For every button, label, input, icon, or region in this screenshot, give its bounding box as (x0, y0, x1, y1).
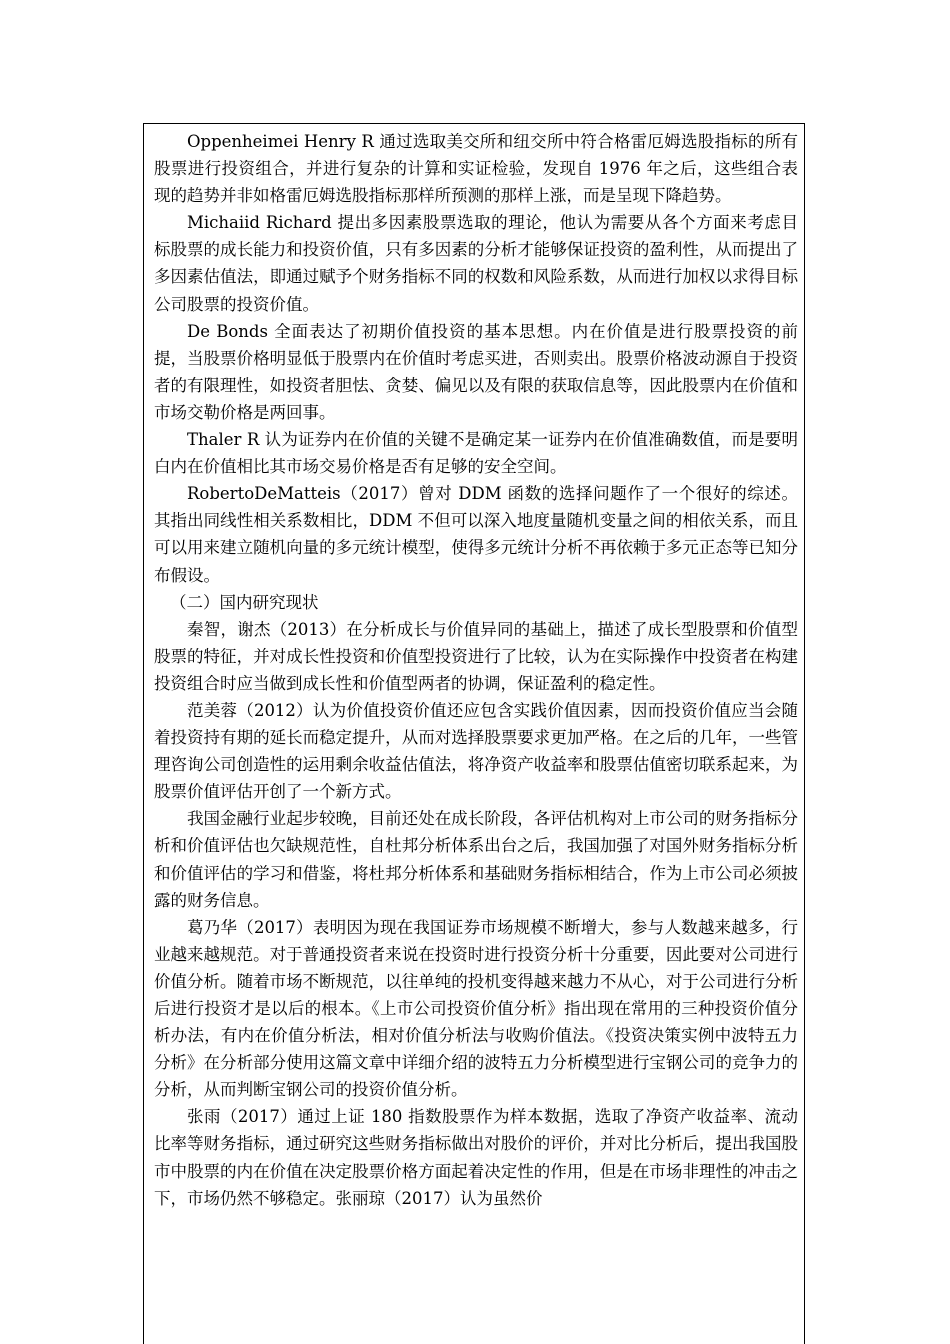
paragraph-thaler: Thaler R 认为证券内在价值的关键不是确定某一证券内在价值准确数值，而是要明白内在价值相比其市场交易价格是否有足够的安全空间。 (154, 430, 798, 477)
paragraph-ge: 葛乃华（2017）表明因为现在我国证券市场规模不断增大，参与人数越来越多，行业越来越规范。对于普通投资者来说在投资时进行投资分析十分重要，因此要对公司进行价值分析。随着市场不断规范，以往单纯的投机变得越来越力不从心，对于公司进行分析后进行投资才是以后的根本。《上市公司投资价值分析》指出现在常用的三种投资价值分析办法，有内在价值分析法，相对价值分析法与收购价值法。《投资决策实例中波特五力分析》在分析部分使用这篇文章中详细介绍的波特五力分析模型进行宝钢公司的竞争力的分析，从而判断宝钢公司的投资价值分析。 (154, 917, 798, 1100)
document-body (154, 128, 798, 1212)
paragraph-oppenheimei: Oppenheimei Henry R 通过选取美交所和纽交所中符合格雷厄姆选股指标的所有股票进行投资组合，并进行复杂的计算和实证检验，发现自 1976 年之后，这些组合表现的趋势并非如格雷厄姆选股指标那样所预测的那样上涨，而是呈现下降趋势。 (154, 132, 798, 206)
paragraph-qin-xie: 秦智，谢杰（2013）在分析成长与价值异同的基础上，描述了成长型股票和价值型股票的特征，并对成长性投资和价值型投资进行了比较，认为在实际操作中投资者在构建投资组合时应当做到成长性和价值型两者的协调，保证盈利的稳定性。 (154, 619, 798, 693)
paragraph-zhang: 张雨（2017）通过上证 180 指数股票作为样本数据，选取了净资产收益率、流动比率等财务指标，通过研究这些财务指标做出对股价的评价，并对比分析后，提出我国股市中股票的内在价值在决定股票价格方面起着决定性的作用，但是在市场非理性的冲击之下，市场仍然不够稳定。张丽琼（2017）认为虽然价 (154, 1107, 798, 1208)
paragraph-dematteis: RobertoDeMatteis（2017）曾对 DDM 函数的选择问题作了一个很好的综述。其指出同线性相关系数相比，DDM 不但可以深入地度量随机变量之间的相依关系，而且可以用来建立随机向量的多元统计模型，使得多元统计分析不再依赖于多元正态等已知分布假设。 (154, 484, 798, 585)
paragraph-michaiid: Michaiid Richard 提出多因素股票选取的理论，他认为需要从各个方面来考虑目标股票的成长能力和投资价值，只有多因素的分析才能够保证投资的盈利性，从而提出了多因素估值法，即通过赋予个财务指标不同的权数和风险系数，从而进行加权以求得目标公司股票的投资价值。 (154, 213, 798, 314)
paragraph-finance-industry: 我国金融行业起步较晚，目前还处在成长阶段，各评估机构对上市公司的财务指标分析和价值评估也欠缺规范性，自杜邦分析体系出台之后，我国加强了对国外财务指标分析和价值评估的学习和借鉴，将杜邦分析体系和基础财务指标相结合，作为上市公司必须披露的财务信息。 (154, 809, 798, 910)
paragraph-de-bonds: De Bonds 全面表达了初期价值投资的基本思想。内在价值是进行股票投资的前提，当股票价格明显低于股票内在价值时考虑买进，否则卖出。股票价格波动源自于投资者的有限理性，如投资者胆怯、贪婪、偏见以及有限的获取信息等，因此股票内在价值和市场交勒价格是两回事。 (154, 321, 798, 422)
paragraph-fan: 范美蓉（2012）认为价值投资价值还应包含实践价值因素，因而投资价值应当会随着投资持有期的延长而稳定提升，从而对选择股票要求更加严格。在之后的几年，一些管理咨询公司创造性的运用剩余收益估值法，将净资产收益率和股票估值密切联系起来，为股票价值评估开创了一个新方式。 (154, 700, 798, 802)
section-heading-domestic: （二）国内研究现状 (170, 592, 319, 612)
